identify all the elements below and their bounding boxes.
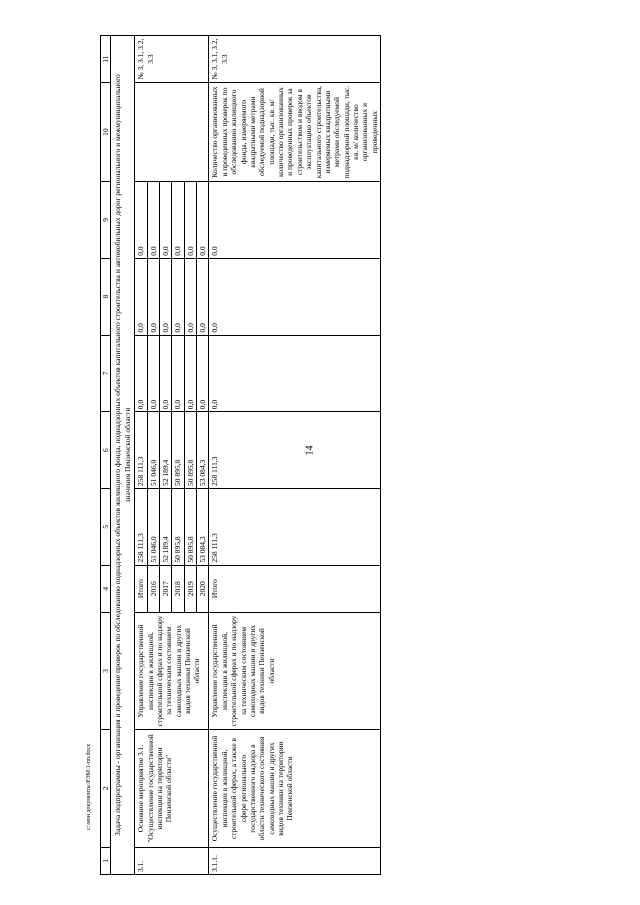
value-cell: 0,0 [172, 258, 184, 335]
indicator-cell: Количество организованных и проведенных проверок по обследованию жилищного фонда, измеряемого квадратными метрами обследуемой поднадзорной площади, тыс. кв. м/ количество организованных и проведенных проверок за строительством и вводом в эксплуатацию объектов капитального строительства, измеряемых квадратными метрами обследуемой поднадзорной площади, тыс. кв. м/ количество организованных и проведенных [209, 83, 381, 182]
year-cell: 2018 [172, 565, 184, 612]
table-row [209, 36, 381, 875]
indicator-cell [135, 83, 209, 182]
page-number: 14 [304, 445, 316, 456]
value-cell: 52 189,4 [159, 412, 171, 489]
row-number: 3.1.1. [209, 847, 381, 874]
executor-name: Управление государственной инспекции в жилищной, строительной сферах и по надзору за техническим состоянием самоходных машин и других видов техники Пензенской области [135, 612, 209, 730]
value-cell: 0,0 [184, 258, 196, 335]
value-cell: 51 046,0 [147, 488, 159, 565]
value-cell: 258 111,3 [209, 412, 381, 489]
column-number-row [101, 36, 111, 875]
column-number: 9 [101, 182, 111, 259]
value-cell: 52 189,4 [159, 488, 171, 565]
value-cell: 258 111,3 [135, 488, 147, 565]
value-cell: 258 111,3 [135, 412, 147, 489]
value-cell: 0,0 [159, 258, 171, 335]
value-cell: 0,0 [159, 182, 171, 259]
value-cell: 0,0 [172, 335, 184, 412]
value-cell: 258 111,3 [209, 488, 381, 565]
column-number: 7 [101, 335, 111, 412]
value-cell: 50 895,8 [172, 488, 184, 565]
task-heading-row [111, 36, 135, 875]
indicator-ref: № 3, 3.1, 3.2, 3.3 [135, 36, 209, 83]
value-cell: 53 084,3 [197, 488, 209, 565]
column-number: 8 [101, 258, 111, 335]
activity-name: Основное мероприятие 3.1. "Осуществление государственной инспекции на территории Пензенской области" [135, 730, 209, 848]
value-cell: 0,0 [135, 182, 147, 259]
value-cell: 0,0 [209, 182, 381, 259]
value-cell: 0,0 [184, 182, 196, 259]
task-heading: Задача подпрограммы - организация и проведение проверок по обследованию поднадзорных объектов жилищного фонда, поднадзорных объектов капитального строительства и автомобильных дорог регионального и межмуниципального значения Пензенской области [111, 36, 135, 875]
value-cell: 50 895,8 [172, 412, 184, 489]
column-number: 4 [101, 565, 111, 612]
value-cell: 0,0 [197, 258, 209, 335]
year-cell: Итого [209, 565, 381, 612]
value-cell: 0,0 [147, 335, 159, 412]
year-cell: 2019 [184, 565, 196, 612]
table-row [135, 36, 147, 875]
file-path-footer: c:\мои документы\РЭМ\1-пп.docx [86, 743, 92, 830]
value-cell: 0,0 [197, 182, 209, 259]
activity-name: Осуществление государственной инспекции в жилищной, строительной сферах, а также в сфере регионального государственного надзора в области технического состояния самоходных машин и других видов техники на территории Пензенской области [209, 730, 381, 848]
column-number: 10 [101, 83, 111, 182]
year-cell: Итого [135, 565, 147, 612]
value-cell: 0,0 [184, 335, 196, 412]
column-number: 11 [101, 36, 111, 83]
value-cell: 0,0 [135, 258, 147, 335]
value-cell: 0,0 [209, 258, 381, 335]
year-cell: 2020 [197, 565, 209, 612]
value-cell: 0,0 [172, 182, 184, 259]
column-number: 2 [101, 730, 111, 848]
column-number: 6 [101, 412, 111, 489]
column-number: 3 [101, 612, 111, 730]
value-cell: 50 895,8 [184, 488, 196, 565]
value-cell: 0,0 [135, 335, 147, 412]
value-cell: 0,0 [209, 335, 381, 412]
value-cell: 51 046,0 [147, 412, 159, 489]
indicator-ref: № 3, 3.1, 3.2, 3.3 [209, 36, 381, 83]
column-number: 5 [101, 488, 111, 565]
value-cell: 50 895,8 [184, 412, 196, 489]
value-cell: 0,0 [147, 258, 159, 335]
column-number: 1 [101, 847, 111, 874]
year-cell: 2016 [147, 565, 159, 612]
rotated-table-container [100, 35, 630, 875]
value-cell: 53 084,3 [197, 412, 209, 489]
value-cell: 0,0 [197, 335, 209, 412]
value-cell: 0,0 [159, 335, 171, 412]
year-cell: 2017 [159, 565, 171, 612]
value-cell: 0,0 [147, 182, 159, 259]
program-table [100, 35, 381, 875]
row-number: 3.1. [135, 847, 209, 874]
executor-name: Управление государственной инспекции в жилищной, строительной сферах и по надзору за техническим состоянием самоходных машин и других видов техники Пензенской области [209, 612, 381, 730]
